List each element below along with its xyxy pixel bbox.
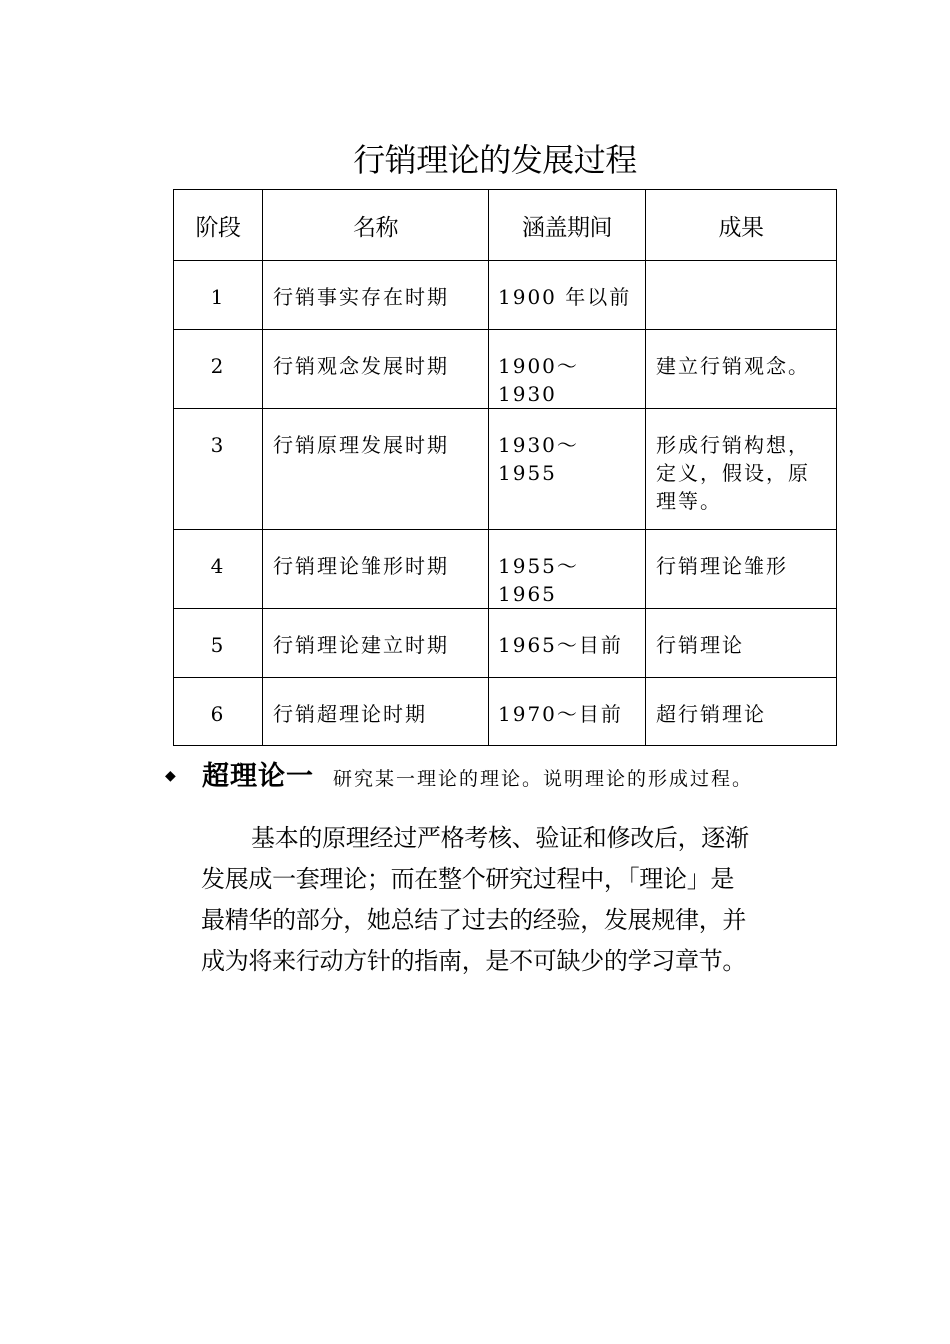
- document-title: 行销理论的发展过程: [353, 141, 637, 179]
- table-header-row: [174, 190, 837, 261]
- stage-result: 行销理论雏形: [656, 554, 788, 578]
- table-row: [174, 609, 837, 678]
- stage-number: 6: [210, 702, 226, 726]
- stage-name: 行销理论雏形时期: [273, 554, 449, 578]
- bullet-description: 研究某一理论的理论。说明理论的形成过程。: [333, 768, 754, 790]
- stage-period: 1965～目前: [498, 633, 623, 657]
- stage-period: 1970～目前: [498, 702, 623, 726]
- stage-result: 建立行销观念。: [656, 354, 810, 378]
- stage-period: 1900～1930: [498, 354, 579, 406]
- paragraph-line: 最精华的部分，她总结了过去的经验，发展规律，并: [201, 906, 747, 934]
- stage-period: 1900 年以前: [498, 285, 632, 309]
- header-name: 名称: [263, 190, 489, 261]
- stage-name: 行销事实存在时期: [273, 285, 449, 309]
- header-stage: 阶段: [174, 190, 263, 261]
- header-result: 成果: [646, 190, 837, 261]
- stage-name: 行销理论建立时期: [273, 633, 449, 657]
- table-row: [174, 678, 837, 746]
- paragraph-line: 基本的原理经过严格考核、验证和修改后，逐渐: [251, 824, 749, 852]
- table-row: [174, 530, 837, 609]
- stage-result: [646, 261, 836, 283]
- marketing-theory-stages-table: [173, 189, 837, 746]
- stage-name: 行销原理发展时期: [273, 433, 449, 457]
- stage-period: 1955～1965: [498, 554, 579, 606]
- table-row: [174, 409, 837, 530]
- paragraph-line: 发展成一套理论；而在整个研究过程中，「理论」是: [201, 865, 735, 893]
- stage-number: 2: [210, 354, 226, 378]
- stage-result: 超行销理论: [656, 702, 766, 726]
- body-paragraph: [201, 818, 801, 982]
- diamond-bullet-icon: ◆: [165, 768, 176, 784]
- stage-result: 行销理论: [656, 633, 744, 657]
- stage-number: 1: [210, 285, 226, 309]
- bullet-term: 超理论一: [202, 761, 314, 792]
- stage-result: 形成行销构想，定义，假设，原理等。: [656, 433, 810, 513]
- stage-name: 行销超理论时期: [273, 702, 427, 726]
- stage-number: 5: [210, 633, 226, 657]
- stage-number: 4: [210, 554, 226, 578]
- table-row: [174, 330, 837, 409]
- stage-name: 行销观念发展时期: [273, 354, 449, 378]
- table-row: [174, 261, 837, 330]
- header-period: 涵盖期间: [489, 190, 646, 261]
- bullet-item: [165, 758, 865, 798]
- paragraph-line: 成为将来行动方针的指南，是不可缺少的学习章节。: [201, 947, 747, 975]
- stage-period: 1930～1955: [498, 433, 579, 485]
- stage-number: 3: [210, 433, 226, 457]
